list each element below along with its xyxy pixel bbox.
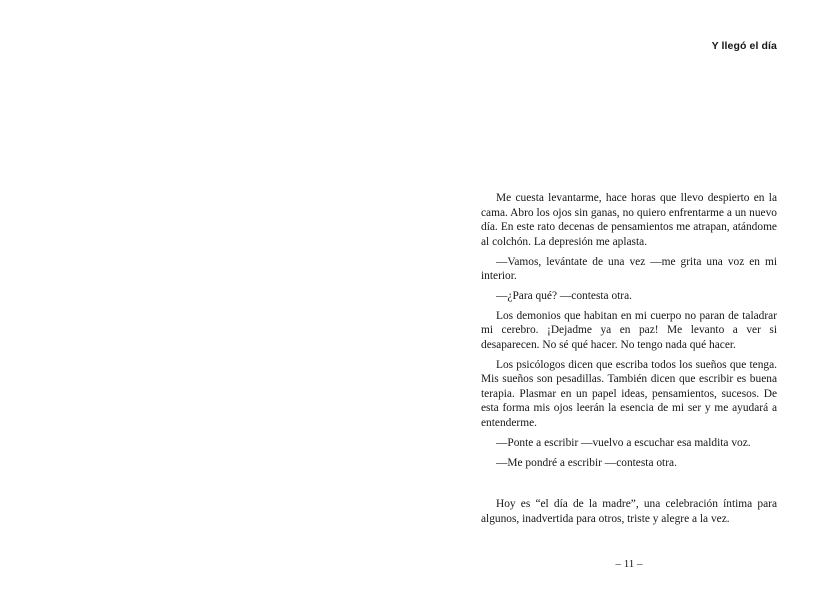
paragraph: Los demonios que habitan en mi cuerpo no paran de taladrar mi cerebro. ¡Dejadme ya en paz! Me levanto a ver si desaparecen. No sé qué hacer. No tengo nada qué hacer. <box>481 309 777 351</box>
running-head: Y llegó el día <box>711 40 777 52</box>
dialogue-line: —Vamos, levántate de una vez —me grita una voz en mi interior. <box>481 255 777 283</box>
paragraph: Los psicólogos dicen que escriba todos los sueños que tenga. Mis sueños son pesadillas. También dicen que escribir es buena terapia. Plasmar en un papel ideas, pensamientos, sucesos. De esta forma mis ojos leerán la esencia de mi ser y me ayudará a entenderme. <box>481 358 777 430</box>
dialogue-line: —Me pondré a escribir —contesta otra. <box>496 456 677 469</box>
paragraph: Hoy es “el día de la madre”, una celebración íntima para algunos, inadvertida para otros, triste y alegre a la vez. <box>481 498 777 525</box>
right-page <box>419 0 839 595</box>
dialogue-line: —Ponte a escribir —vuelvo a escuchar esa maldita voz. <box>496 436 751 449</box>
paragraph: Me cuesta levantarme, hace horas que llevo despierto en la cama. Abro los ojos sin ganas, no quiero enfrentarme a un nuevo día. En este rato decenas de pensamientos me atrapan, atándome al colchón. La depresión me aplasta. <box>481 192 777 248</box>
left-page-blank <box>0 0 419 595</box>
body-text <box>481 191 777 532</box>
dialogue-line: —¿Para qué? —contesta otra. <box>496 289 632 302</box>
page-number: – 11 – <box>615 558 643 570</box>
